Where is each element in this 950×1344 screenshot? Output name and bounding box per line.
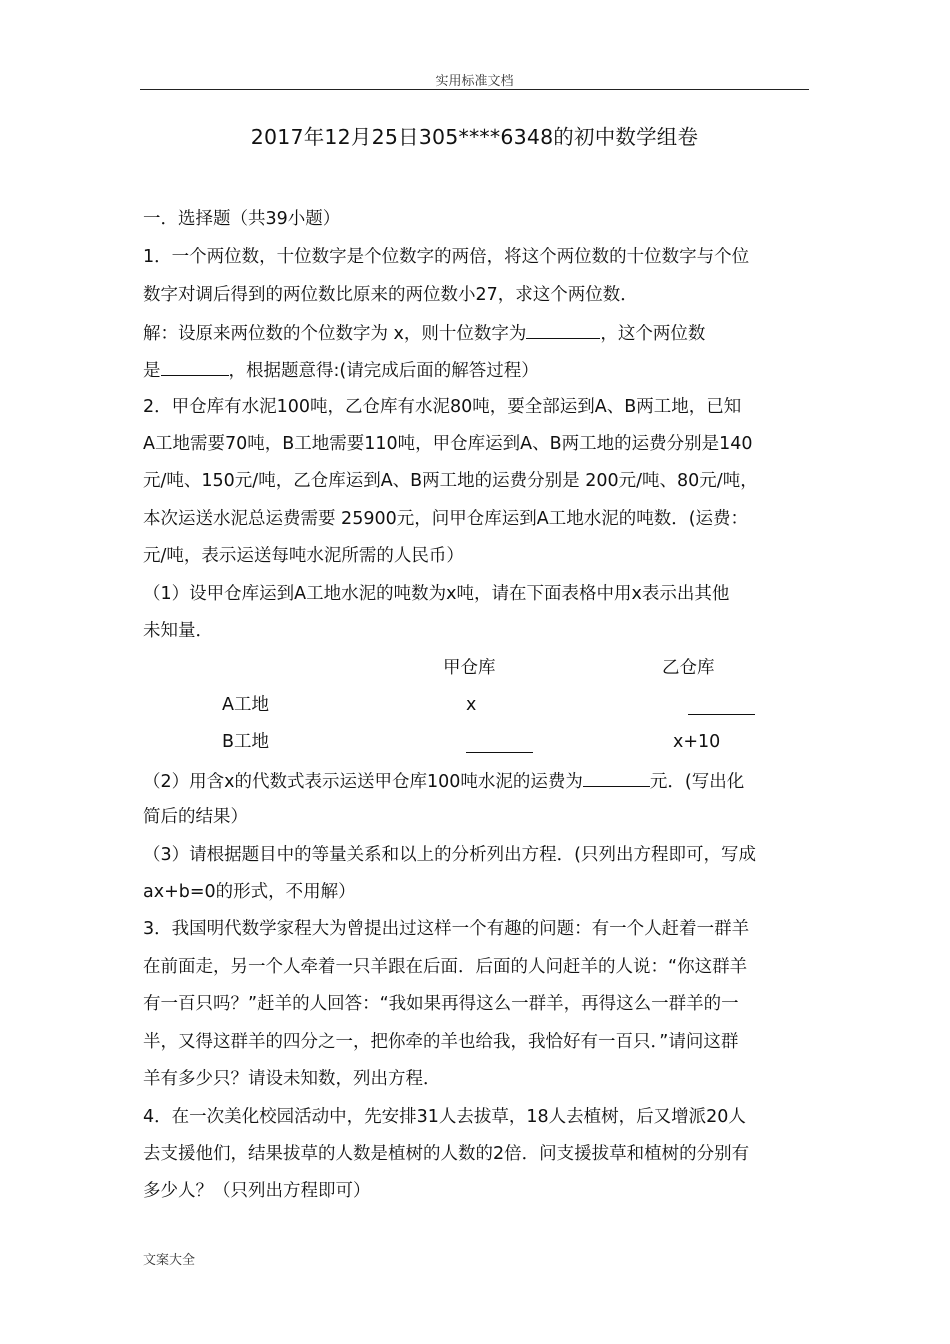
q3-line-5: 羊有多少只？请设未知数，列出方程． xyxy=(143,1069,441,1089)
table-row-b-jia-blank[interactable] xyxy=(466,752,533,753)
q1-line-4 xyxy=(143,358,539,382)
q1-line-1: 1．一个两位数，十位数字是个位数字的两倍，将这个两位数的十位数字与个位 xyxy=(143,247,750,267)
q2-line-2: A工地需要70吨，B工地需要110吨，甲仓库运到A、B两工地的运费分别是140 xyxy=(143,434,753,454)
q3-line-4: 半，又得这群羊的四分之一，把你牵的羊也给我，我恰好有一百只．”请问这群 xyxy=(143,1032,739,1052)
table-row-b-label: B工地 xyxy=(222,732,270,752)
q2-part2-text-a: （2）用含x的代数式表示运送甲仓库100吨水泥的运费为 xyxy=(143,772,583,792)
q2-part2-text-b: 元．(写出化 xyxy=(649,772,745,792)
q1-line-4-text-b: ，根据题意得:(请完成后面的解答过程） xyxy=(228,361,539,381)
q2-line-3: 元/吨、150元/吨，乙仓库运到A、B两工地的运费分别是 200元/吨、80元/吨， xyxy=(143,471,758,491)
q2-cost-blank[interactable] xyxy=(583,769,650,787)
q4-line-3: 多少人？（只列出方程即可） xyxy=(143,1181,371,1201)
q4-line-1: 4．在一次美化校园活动中，先安排31人去拔草，18人去植树，后又增派20人 xyxy=(143,1107,746,1127)
table-row-a-jia-value: x xyxy=(466,695,477,715)
q2-part1-line-2: 未知量． xyxy=(143,621,213,641)
table-col-header-yi: 乙仓库 xyxy=(662,658,715,678)
q3-line-3: 有一百只吗？”赶羊的人回答：“我如果再得这么一群羊，再得这么一群羊的一 xyxy=(143,994,739,1014)
q2-part2-line-1 xyxy=(143,769,744,793)
document-title: 2017年12月25日305****6348的初中数学组卷 xyxy=(250,125,699,149)
q2-line-5: 元/吨，表示运送每吨水泥所需的人民币） xyxy=(143,546,464,566)
q3-line-2: 在前面走，另一个人牵着一只羊跟在后面．后面的人问赶羊的人说：“你这群羊 xyxy=(143,957,748,977)
q2-part1-line-1: （1）设甲仓库运到A工地水泥的吨数为x吨，请在下面表格中用x表示出其他 xyxy=(143,584,730,604)
section-heading: 一．选择题（共39小题） xyxy=(143,209,341,229)
page-footer: 文案大全 xyxy=(143,1253,196,1268)
q2-part3-line-1: （3）请根据题目中的等量关系和以上的分析列出方程．(只列出方程即可，写成 xyxy=(143,845,756,865)
table-row-b-yi-value: x+10 xyxy=(673,732,721,752)
q1-number-blank[interactable] xyxy=(161,358,229,376)
q1-line-3-text-b: ，这个两位数 xyxy=(600,324,706,344)
q2-line-4: 本次运送水泥总运费需要 25900元，问甲仓库运到A工地水泥的吨数．(运费： xyxy=(143,509,749,529)
table-row-a-label: A工地 xyxy=(222,695,269,715)
table-row-a-yi-blank[interactable] xyxy=(688,714,755,715)
q3-line-1: 3．我国明代数学家程大为曾提出过这样一个有趣的问题：有一个人赶着一群羊 xyxy=(143,919,750,939)
q1-tens-digit-blank[interactable] xyxy=(526,321,600,339)
header-divider xyxy=(140,89,809,90)
q2-part3-line-2: ax+b=0的形式，不用解） xyxy=(143,882,356,902)
q2-line-1: 2．甲仓库有水泥100吨，乙仓库有水泥80吨，要全部运到A、B两工地，已知 xyxy=(143,397,742,417)
q1-line-4-text-a: 是 xyxy=(143,361,161,381)
q1-line-3 xyxy=(143,321,705,345)
q1-line-2: 数字对调后得到的两位数比原来的两位数小27，求这个两位数． xyxy=(143,285,638,305)
q1-line-3-text-a: 解：设原来两位数的个位数字为 x，则十位数字为 xyxy=(143,324,527,344)
q2-part2-line-2: 简后的结果） xyxy=(143,807,248,827)
page-header: 实用标准文档 xyxy=(435,74,514,89)
q4-line-2: 去支援他们，结果拔草的人数是植树的人数的2倍．问支援拔草和植树的分别有 xyxy=(143,1144,750,1164)
table-col-header-jia: 甲仓库 xyxy=(443,658,496,678)
